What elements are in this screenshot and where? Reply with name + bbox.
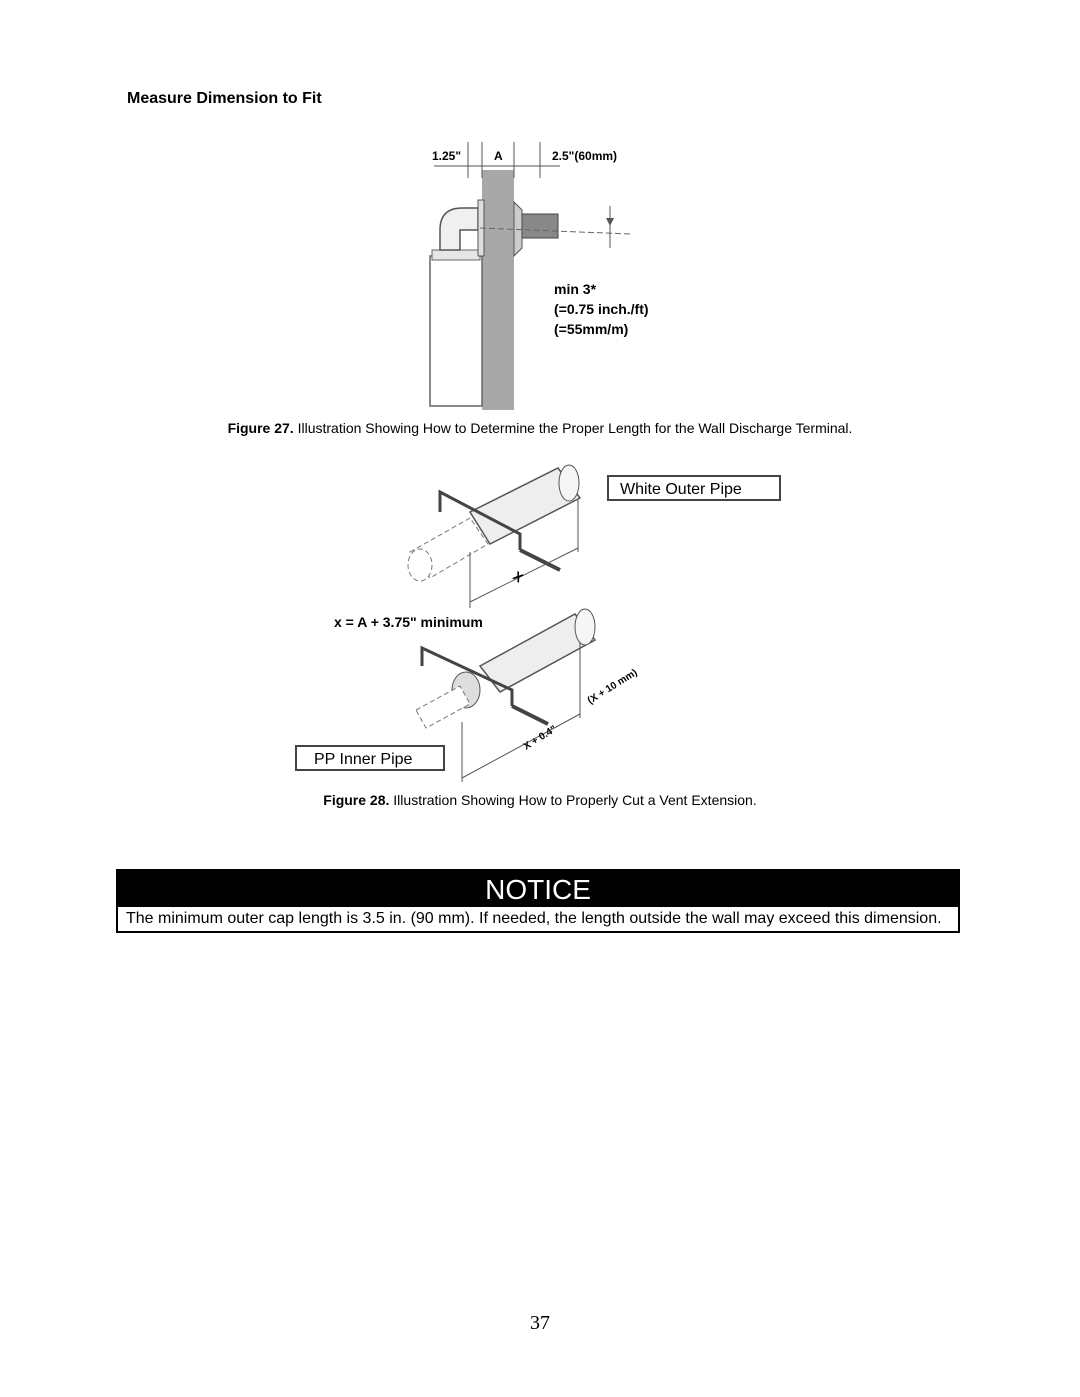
dim-a-label: A xyxy=(494,149,503,163)
x-plus-mm-label: (X + 10 mm) xyxy=(585,667,640,707)
discharge-terminal xyxy=(522,214,558,238)
notice-title: NOTICE xyxy=(118,871,958,907)
outer-flange xyxy=(514,202,522,256)
heater-collar xyxy=(432,250,480,260)
vent-cut-illustration xyxy=(290,452,810,787)
page-number: 37 xyxy=(530,1312,550,1334)
dim-left-label: 1.25" xyxy=(432,149,462,163)
slope-label-1: min 3* xyxy=(554,281,597,297)
outer-pipe-top xyxy=(408,465,580,581)
figure-28-caption xyxy=(0,792,1080,808)
elbow-pipe xyxy=(440,208,478,250)
inner-pipe-label: PP Inner Pipe xyxy=(314,751,413,768)
formula-label: x = A + 3.75" minimum xyxy=(334,614,483,630)
figure-28-label: Figure 28. xyxy=(323,792,390,808)
wall xyxy=(482,170,514,410)
x-mark-label: X xyxy=(510,568,526,586)
notice-box xyxy=(116,869,960,933)
wall-terminal-illustration xyxy=(420,138,680,410)
slope-label-2: (=0.75 inch./ft) xyxy=(554,301,649,317)
notice-body: The minimum outer cap length is 3.5 in. (90 mm). If needed, the length outside the wall may exceed this dimension. xyxy=(126,910,942,927)
x-plus-in-label: X + 0.4" xyxy=(521,723,559,753)
figure-27-caption xyxy=(0,420,1080,436)
heater-body xyxy=(430,256,482,406)
slope-label-3: (=55mm/m) xyxy=(554,321,629,337)
figure-28-text: Illustration Showing How to Properly Cut a Vent Extension. xyxy=(389,792,757,808)
figure-27-label: Figure 27. xyxy=(227,420,294,436)
outer-pipe-label: White Outer Pipe xyxy=(620,481,742,498)
section-heading: Measure Dimension to Fit xyxy=(127,90,322,107)
figure-27-text: Illustration Showing How to Determine the Proper Length for the Wall Discharge Terminal. xyxy=(293,420,853,436)
dim-right-label: 2.5"(60mm) xyxy=(552,149,618,163)
